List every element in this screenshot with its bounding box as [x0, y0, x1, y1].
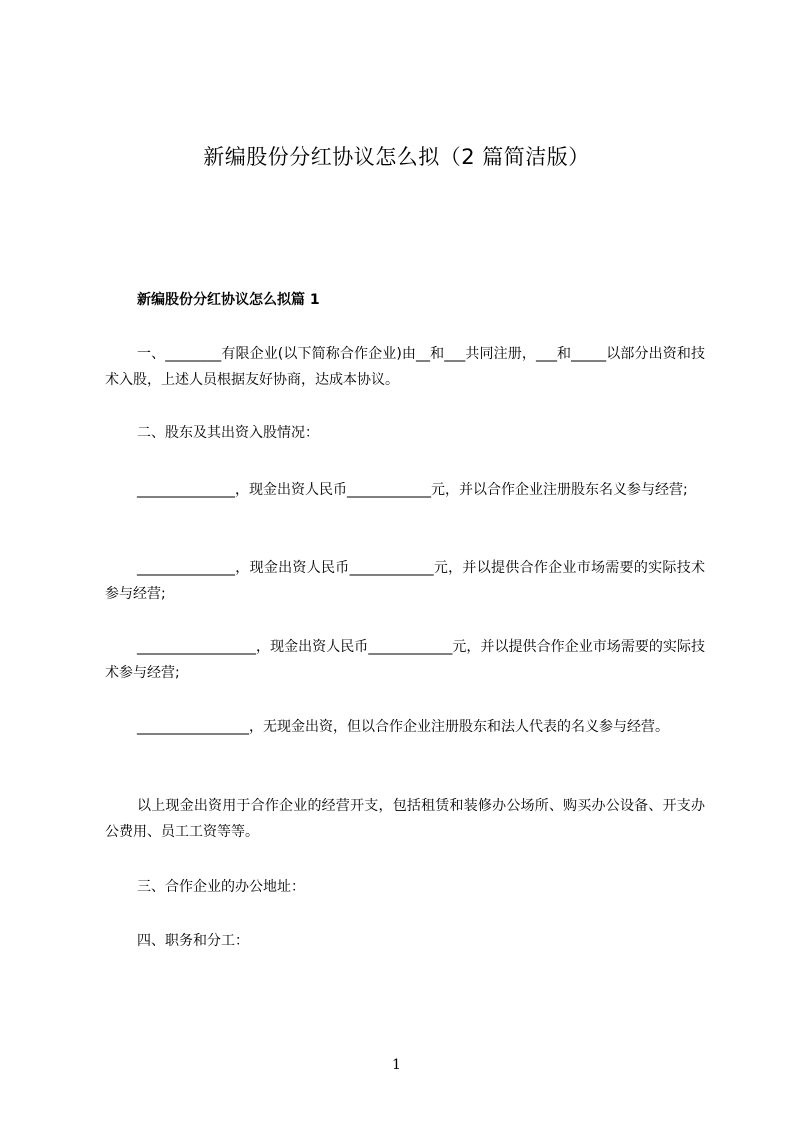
- page-number: 1: [392, 1057, 401, 1073]
- paragraph-clause-1: 一、________有限企业(以下简称合作企业)由__和___共同注册，___和_____以部分出资和技术入股，上述人员根据友好协商，达成本协议。: [105, 346, 705, 388]
- section-heading: 新编股份分红协议怎么拟篇 1: [137, 292, 320, 308]
- paragraph-clause-2: 二、股东及其出资入股情况：: [137, 425, 319, 441]
- paragraph-fund-usage: 以上现金出资用于合作企业的经营开支，包括租赁和装修办公场所、购买办公设备、开支办公费用、员工工资等等。: [105, 798, 705, 840]
- paragraph-shareholder-4: ________________，无现金出资，但以合作企业注册股东和法人代表的名义参与经营。: [137, 719, 669, 735]
- paragraph-clause-3: 三、合作企业的办公地址：: [137, 879, 305, 895]
- paragraph-shareholder-3: _________________，现金出资人民币____________元，并以提供合作企业市场需要的实际技术参与经营;: [105, 639, 705, 681]
- paragraph-shareholder-2: ______________，现金出资人民币____________元，并以提供合作企业市场需要的实际技术参与经营;: [105, 560, 705, 602]
- paragraph-shareholder-1: ______________，现金出资人民币____________元，并以合作企业注册股东名义参与经营;: [137, 482, 688, 498]
- document-title: 新编股份分红协议怎么拟（2 篇简洁版）: [203, 145, 590, 169]
- paragraph-clause-4: 四、职务和分工：: [137, 933, 249, 949]
